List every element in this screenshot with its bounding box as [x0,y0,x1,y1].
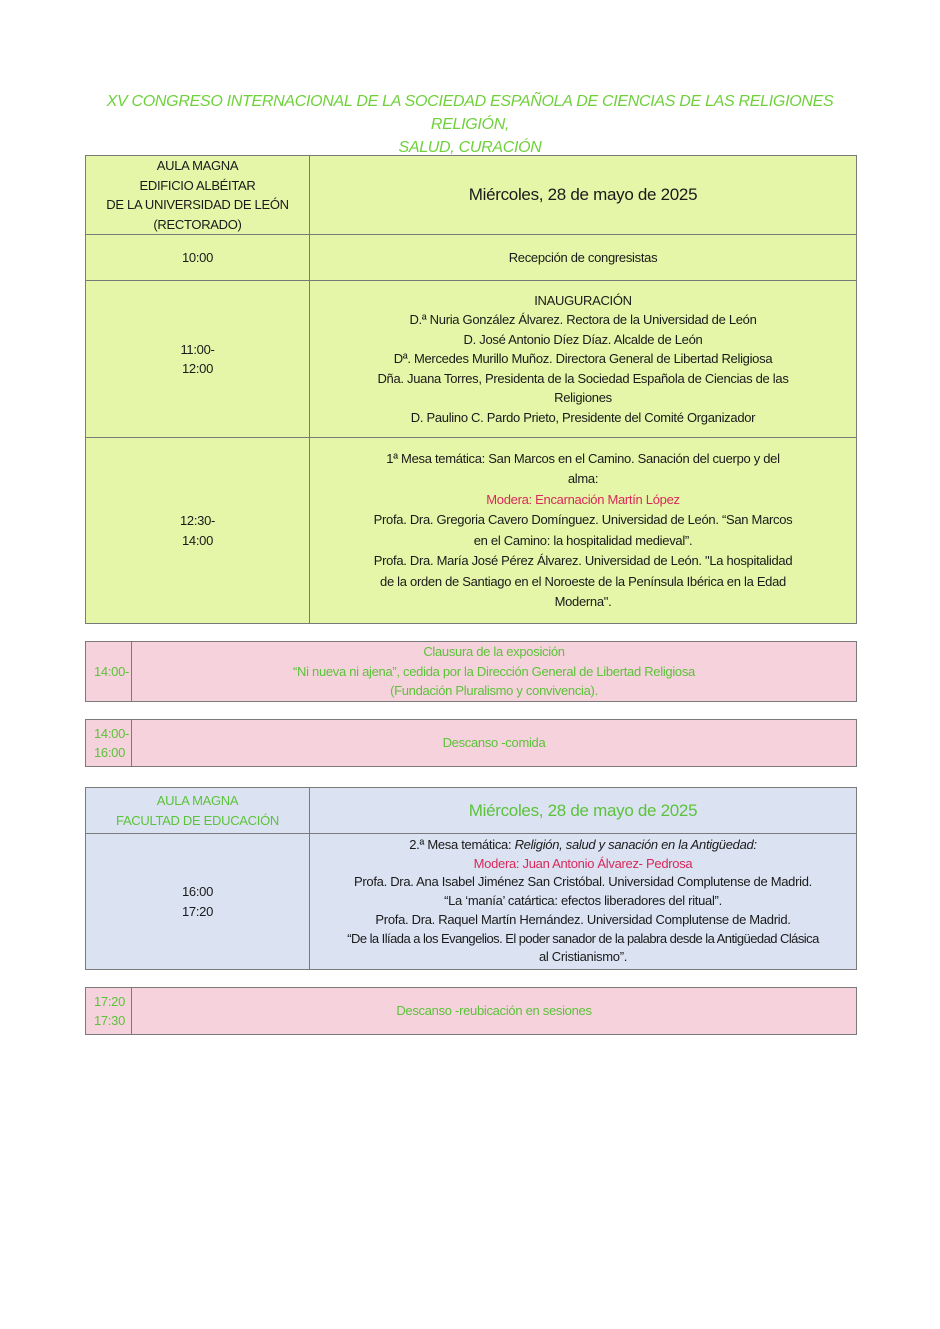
table-row [86,281,857,438]
session-date: Miércoles, 28 de mayo de 2025 [310,156,857,235]
speaker-line: “La ‘manía’ catártica: efectos liberadores del ritual”. [444,893,722,909]
table-row [86,988,857,1035]
table-row [86,235,857,281]
speaker-line: D. José Antonio Díez Díaz. Alcalde de León [463,331,703,347]
time-start: 12:30- [179,513,216,528]
time-cell [86,438,310,624]
venue-line: FACULTAD DE EDUCACIÓN [116,812,279,828]
table-row [86,834,857,970]
table-row [86,788,857,834]
page-title [90,90,850,159]
heading-prefix: 2.ª Mesa temática: [409,836,515,852]
schedule-table-educacion [85,787,857,970]
time-end: 17:30 [94,1013,126,1028]
time-start: 11:00- [180,341,215,357]
venue-line: AULA MAGNA [156,793,239,808]
venue-line: EDIFICIO ALBÉITAR [139,177,256,193]
moderator: Modera: Encarnación Martín López [486,491,680,507]
schedule-table-descanso-comida [85,719,857,767]
schedule-table-descanso-reubicacion [85,987,857,1035]
speaker-line: D. Paulino C. Pardo Prieto, Presidente del Comité Organizador [410,409,756,425]
table-row [86,720,857,767]
venue-cell [86,788,310,834]
time-cell: 14:00- [86,642,132,702]
activity-heading: INAUGURACIÓN [534,292,632,308]
time-end: 12:00 [181,361,214,376]
speaker-line: “De la Ilíada a los Evangelios. El poder sanador de la palabra desde la Antigüedad Clásica [347,930,819,946]
time-cell [86,834,310,970]
activity-cell: Descanso -reubicación en sesiones [132,988,857,1035]
time-start: 17:20 [94,993,126,1009]
activity-line: (Fundación Pluralismo y convivencia). [390,683,598,698]
speaker-line: Dña. Juana Torres, Presidenta de la Sociedad Española de Ciencias de las [377,370,789,386]
activity-line: Clausura de la exposición [423,644,565,659]
activity-cell: Descanso -comida [132,720,857,767]
time-start: 16:00 [181,884,214,899]
table-row [86,642,857,702]
activity-cell [310,281,857,438]
time-start: 14:00- [94,725,130,741]
schedule-table-clausura [85,641,857,702]
venue-line: (RECTORADO) [153,216,242,232]
activity-heading: alma: [567,471,599,486]
schedule-table-rectorado [85,155,857,624]
table-row [86,156,857,235]
activity-heading [312,836,854,855]
time-end: 14:00 [181,532,214,548]
session-date: Miércoles, 28 de mayo de 2025 [310,788,857,834]
speaker-line: Profa. Dra. María José Pérez Álvarez. Universidad de León. "La hospitalidad [373,553,793,568]
activity-line: “Ni nueva ni ajena”, cedida por la Dirección General de Libertad Religiosa [293,663,695,679]
time-cell: 10:00 [86,235,310,281]
speaker-line: Religiones [554,390,612,406]
activity-heading: 1ª Mesa temática: San Marcos en el Camino. Sanación del cuerpo y del [386,450,780,466]
venue-line: AULA MAGNA [156,158,239,173]
speaker-line: Profa. Dra. Raquel Martín Hernández. Universidad Complutense de Madrid. [375,911,791,927]
venue-cell [86,156,310,235]
speaker-line: en el Camino: la hospitalidad medieval”. [473,532,693,548]
activity-cell: Recepción de congresistas [310,235,857,281]
activity-cell [132,642,857,702]
title-line-2: SALUD, CURACIÓN [398,139,542,156]
speaker-line: al Cristianismo”. [538,949,628,965]
time-end: 17:20 [181,903,214,919]
speaker-line: Profa. Dra. Gregoria Cavero Domínguez. Universidad de León. “San Marcos [373,512,793,527]
speaker-line: Profa. Dra. Ana Isabel Jiménez San Cristóbal. Universidad Complutense de Madrid. [354,874,812,890]
moderator: Modera: Juan Antonio Álvarez- Pedrosa [473,855,693,871]
speaker-line: Dª. Mercedes Murillo Muñoz. Directora General de Libertad Religiosa [393,351,773,367]
time-end: 16:00 [94,745,126,760]
time-cell [86,720,132,767]
speaker-line: Moderna". [554,594,612,609]
table-row [86,438,857,624]
activity-cell [310,834,857,970]
activity-cell [310,438,857,624]
time-cell [86,988,132,1035]
venue-line: DE LA UNIVERSIDAD DE LEÓN [106,197,289,212]
title-line-1: XV CONGRESO INTERNACIONAL DE LA SOCIEDAD ESPAÑOLA DE CIENCIAS DE LAS RELIGIONES RELIGIÓN, [106,93,834,133]
speaker-line: de la orden de Santiago en el Noroeste de la Península Ibérica en la Edad [380,573,786,589]
speaker-line: D.ª Nuria González Álvarez. Rectora de la Universidad de León [409,312,757,328]
time-cell [86,281,310,438]
heading-italic: Religión, salud y sanación en la Antigüedad: [514,836,757,852]
